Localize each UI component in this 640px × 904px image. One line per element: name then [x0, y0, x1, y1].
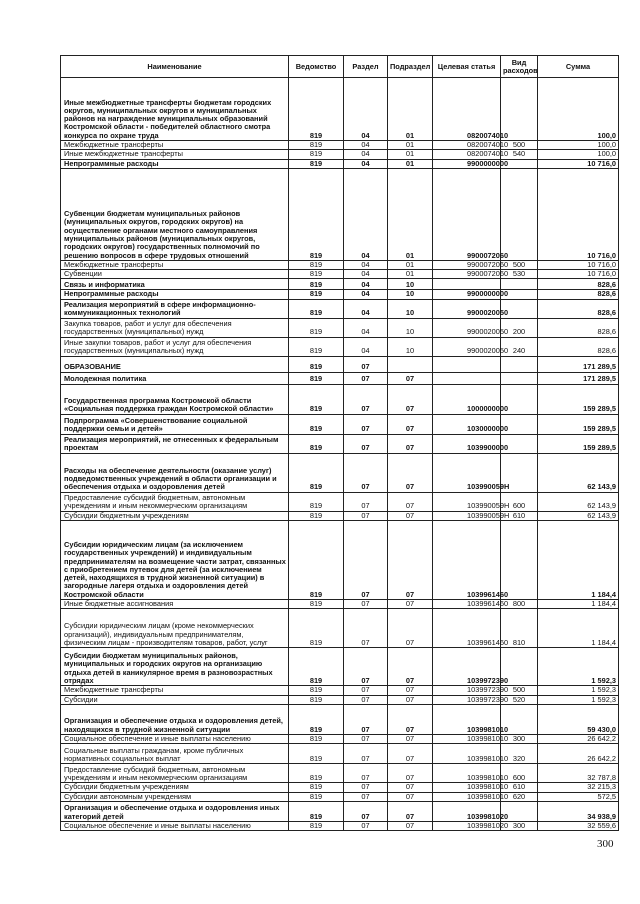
row-target: 1039981010 [433, 734, 501, 743]
table-header [61, 56, 619, 78]
row-amount: 159 289,5 [538, 384, 619, 414]
row-subsection: 01 [388, 260, 433, 269]
row-amount: 828,6 [538, 318, 619, 337]
row-kind: 800 [501, 600, 538, 609]
row-name: Предоставление субсидий бюджетным, автономным учреждениям и иным некоммерческим организациям [61, 764, 289, 783]
row-subsection: 07 [388, 648, 433, 686]
row-amount: 10 716,0 [538, 270, 619, 279]
row-section: 07 [344, 372, 388, 384]
table-row [61, 168, 619, 260]
table-row [61, 511, 619, 520]
page-number: 300 [597, 838, 614, 850]
row-kind [501, 356, 538, 372]
table-row [61, 600, 619, 609]
row-dept: 819 [289, 356, 344, 372]
row-section: 07 [344, 792, 388, 801]
table-row [61, 453, 619, 492]
row-dept: 819 [289, 609, 344, 648]
row-amount: 100,0 [538, 78, 619, 141]
row-amount: 34 938,9 [538, 801, 619, 821]
row-name: Субвенции [61, 270, 289, 279]
row-kind: 610 [501, 511, 538, 520]
row-target: 103990059H [433, 453, 501, 492]
row-target: 103990059H [433, 511, 501, 520]
row-dept: 819 [289, 600, 344, 609]
row-dept: 819 [289, 141, 344, 150]
row-section: 04 [344, 279, 388, 290]
row-target: 1039972390 [433, 648, 501, 686]
row-subsection: 07 [388, 686, 433, 695]
header-dept: Ведомство [289, 56, 344, 78]
row-target: 1039981020 [433, 801, 501, 821]
row-kind: 540 [501, 150, 538, 159]
row-section: 07 [344, 414, 388, 434]
row-subsection: 07 [388, 453, 433, 492]
row-target: 1039981010 [433, 704, 501, 734]
row-dept: 819 [289, 414, 344, 434]
row-kind: 200 [501, 318, 538, 337]
row-dept: 819 [289, 372, 344, 384]
row-dept: 819 [289, 821, 344, 830]
row-dept: 819 [289, 270, 344, 279]
table-row [61, 384, 619, 414]
row-target: 1039972390 [433, 686, 501, 695]
row-name: Государственная программа Костромской области «Социальная поддержка граждан Костромской области» [61, 384, 289, 414]
row-subsection: 07 [388, 695, 433, 704]
row-kind: 600 [501, 492, 538, 511]
row-name: Субсидии бюджетным учреждениям [61, 783, 289, 792]
table-row [61, 279, 619, 290]
row-dept: 819 [289, 453, 344, 492]
row-subsection [388, 356, 433, 372]
table-row [61, 290, 619, 299]
row-target: 1039981010 [433, 783, 501, 792]
row-kind: 810 [501, 609, 538, 648]
row-target: 1039981020 [433, 821, 501, 830]
row-kind [501, 521, 538, 600]
row-name: Подпрограмма «Совершенствование социальной поддержки семьи и детей» [61, 414, 289, 434]
row-section: 07 [344, 783, 388, 792]
row-name: Иные межбюджетные трансферты [61, 150, 289, 159]
row-target: 1039972390 [433, 695, 501, 704]
row-amount: 32 215,3 [538, 783, 619, 792]
row-target: 9900000000 [433, 159, 501, 168]
row-target: 1039981010 [433, 744, 501, 764]
row-subsection: 01 [388, 159, 433, 168]
row-target: 0820074010 [433, 141, 501, 150]
header-amount: Сумма [538, 56, 619, 78]
row-amount: 171 289,5 [538, 356, 619, 372]
row-section: 07 [344, 511, 388, 520]
row-subsection: 07 [388, 521, 433, 600]
table-row [61, 764, 619, 783]
row-dept: 819 [289, 792, 344, 801]
row-name: Субсидии юридическим лицам (за исключением государственных учреждений) и индивидуальным предпринимателям на возмещение части затрат, связанных с приобретением путевок для детей (за исключением детей, находящихся в трудной жизненной ситуации) в загородные лагеря отдыха и оздоровления детей Костромской области [61, 521, 289, 600]
table-row [61, 704, 619, 734]
table-row [61, 648, 619, 686]
row-kind: 240 [501, 337, 538, 356]
row-kind: 600 [501, 764, 538, 783]
row-amount: 828,6 [538, 337, 619, 356]
row-dept: 819 [289, 168, 344, 260]
row-name: Иные закупки товаров, работ и услуг для обеспечения государственных (муниципальных) нужд [61, 337, 289, 356]
row-dept: 819 [289, 801, 344, 821]
row-name: Закупка товаров, работ и услуг для обеспечения государственных (муниципальных) нужд [61, 318, 289, 337]
table-row [61, 299, 619, 318]
row-name: Организация и обеспечение отдыха и оздоровления детей, находящихся в трудной жизненной ситуации [61, 704, 289, 734]
row-amount: 572,5 [538, 792, 619, 801]
row-section: 04 [344, 299, 388, 318]
table-row [61, 744, 619, 764]
row-name: Социальное обеспечение и иные выплаты населению [61, 734, 289, 743]
row-subsection: 07 [388, 609, 433, 648]
row-section: 07 [344, 764, 388, 783]
row-dept: 819 [289, 744, 344, 764]
row-amount: 171 289,5 [538, 372, 619, 384]
row-subsection: 07 [388, 511, 433, 520]
row-section: 07 [344, 356, 388, 372]
row-subsection: 01 [388, 78, 433, 141]
row-amount: 1 592,3 [538, 695, 619, 704]
row-target [433, 372, 501, 384]
row-name: Субсидии автономным учреждениям [61, 792, 289, 801]
row-name: Субсидии юридическим лицам (кроме некоммерческих организаций), индивидуальным предпринимателям, физическим лицам - производителям товаров, работ, услуг [61, 609, 289, 648]
row-kind: 300 [501, 821, 538, 830]
row-section: 07 [344, 801, 388, 821]
row-target: 1039961460 [433, 600, 501, 609]
row-target: 1039900000 [433, 434, 501, 453]
table-row [61, 734, 619, 743]
row-subsection: 01 [388, 270, 433, 279]
row-amount: 10 716,0 [538, 168, 619, 260]
budget-table [60, 55, 619, 831]
table-row [61, 695, 619, 704]
row-subsection: 07 [388, 821, 433, 830]
row-section: 07 [344, 600, 388, 609]
row-target: 9900020050 [433, 337, 501, 356]
row-kind: 300 [501, 734, 538, 743]
row-subsection: 07 [388, 414, 433, 434]
row-name: Субсидии бюджетным учреждениям [61, 511, 289, 520]
row-name: Межбюджетные трансферты [61, 686, 289, 695]
row-dept: 819 [289, 511, 344, 520]
row-name: Иные межбюджетные трансферты бюджетам городских округов, муниципальных округов и муниципальных районов на награждение муниципальных образований Костромской области - победителей областного смотра конкурса по охране труда [61, 78, 289, 141]
row-subsection: 10 [388, 318, 433, 337]
row-dept: 819 [289, 492, 344, 511]
row-kind: 500 [501, 260, 538, 269]
row-section: 04 [344, 159, 388, 168]
row-section: 07 [344, 734, 388, 743]
header-target: Целевая статья [433, 56, 501, 78]
table-row [61, 609, 619, 648]
row-subsection: 07 [388, 734, 433, 743]
row-dept: 819 [289, 695, 344, 704]
row-subsection: 07 [388, 783, 433, 792]
row-amount: 62 143,9 [538, 511, 619, 520]
row-subsection: 07 [388, 744, 433, 764]
row-name: Молодежная политика [61, 372, 289, 384]
row-amount: 62 143,9 [538, 492, 619, 511]
row-amount: 828,6 [538, 299, 619, 318]
table-row [61, 270, 619, 279]
row-subsection: 10 [388, 290, 433, 299]
row-section: 07 [344, 695, 388, 704]
row-dept: 819 [289, 686, 344, 695]
row-section: 04 [344, 141, 388, 150]
row-amount: 1 184,4 [538, 521, 619, 600]
header-subsection: Подраздел [388, 56, 433, 78]
row-subsection: 01 [388, 150, 433, 159]
table-row [61, 337, 619, 356]
row-target: 1039981010 [433, 792, 501, 801]
row-kind: 500 [501, 141, 538, 150]
row-kind: 530 [501, 270, 538, 279]
row-target: 9900072060 [433, 270, 501, 279]
row-subsection: 10 [388, 337, 433, 356]
table-row [61, 414, 619, 434]
row-name: Субсидии [61, 695, 289, 704]
row-section: 04 [344, 168, 388, 260]
row-section: 07 [344, 453, 388, 492]
row-name: Межбюджетные трансферты [61, 141, 289, 150]
row-amount: 62 143,9 [538, 453, 619, 492]
row-dept: 819 [289, 434, 344, 453]
table-row [61, 492, 619, 511]
row-name: Реализация мероприятий в сфере информационно-коммуникационных технологий [61, 299, 289, 318]
row-dept: 819 [289, 150, 344, 159]
row-dept: 819 [289, 159, 344, 168]
row-name: Организация и обеспечение отдыха и оздоровления иных категорий детей [61, 801, 289, 821]
row-target: 0820074010 [433, 150, 501, 159]
table-row [61, 318, 619, 337]
row-target: 1039961460 [433, 609, 501, 648]
row-target [433, 356, 501, 372]
row-dept: 819 [289, 764, 344, 783]
row-kind [501, 279, 538, 290]
row-amount: 100,0 [538, 150, 619, 159]
row-kind [501, 168, 538, 260]
row-amount: 159 289,5 [538, 414, 619, 434]
row-subsection: 01 [388, 141, 433, 150]
row-amount: 828,6 [538, 279, 619, 290]
row-name: Непрограммные расходы [61, 159, 289, 168]
table-row [61, 792, 619, 801]
row-section: 07 [344, 704, 388, 734]
row-amount: 32 559,6 [538, 821, 619, 830]
table-row [61, 356, 619, 372]
row-amount: 10 716,0 [538, 260, 619, 269]
row-subsection: 07 [388, 792, 433, 801]
row-subsection: 10 [388, 299, 433, 318]
row-subsection: 07 [388, 801, 433, 821]
row-section: 04 [344, 78, 388, 141]
table-row [61, 521, 619, 600]
row-section: 07 [344, 492, 388, 511]
table-row [61, 260, 619, 269]
row-section: 04 [344, 318, 388, 337]
row-amount: 159 289,5 [538, 434, 619, 453]
row-amount: 10 716,0 [538, 159, 619, 168]
row-kind: 320 [501, 744, 538, 764]
row-target: 9900020050 [433, 318, 501, 337]
row-subsection: 07 [388, 434, 433, 453]
row-section: 04 [344, 270, 388, 279]
row-target: 9900072060 [433, 260, 501, 269]
row-target: 1039961460 [433, 521, 501, 600]
row-dept: 819 [289, 299, 344, 318]
table-row [61, 159, 619, 168]
row-name: Межбюджетные трансферты [61, 260, 289, 269]
row-section: 04 [344, 290, 388, 299]
row-section: 07 [344, 821, 388, 830]
row-section: 07 [344, 609, 388, 648]
row-kind: 610 [501, 783, 538, 792]
row-amount: 26 642,2 [538, 744, 619, 764]
row-dept: 819 [289, 521, 344, 600]
row-dept: 819 [289, 734, 344, 743]
row-section: 07 [344, 744, 388, 764]
row-section: 04 [344, 150, 388, 159]
row-target: 1030000000 [433, 414, 501, 434]
row-name: Реализация мероприятий, не отнесенных к федеральным проектам [61, 434, 289, 453]
header-name: Наименование [61, 56, 289, 78]
row-dept: 819 [289, 78, 344, 141]
row-kind: 620 [501, 792, 538, 801]
header-section: Раздел [344, 56, 388, 78]
row-name: Предоставление субсидий бюджетным, автономным учреждениям и иным некоммерческим организациям [61, 492, 289, 511]
header-kind: Вид расходов [501, 56, 538, 78]
row-name: Связь и информатика [61, 279, 289, 290]
row-amount: 26 642,2 [538, 734, 619, 743]
row-name: ОБРАЗОВАНИЕ [61, 356, 289, 372]
table-row [61, 783, 619, 792]
table-row [61, 78, 619, 141]
row-dept: 819 [289, 337, 344, 356]
row-amount: 1 592,3 [538, 648, 619, 686]
row-name: Субсидии бюджетам муниципальных районов, муниципальных и городских округов на организацию отдыха детей в каникулярное время в разновозрастных отрядах [61, 648, 289, 686]
row-name: Расходы на обеспечение деятельности (оказание услуг) подведомственных учреждений в области организации и обеспечения отдыха и оздоровления детей [61, 453, 289, 492]
table-row [61, 434, 619, 453]
row-kind: 520 [501, 695, 538, 704]
row-amount: 1 184,4 [538, 600, 619, 609]
row-kind [501, 372, 538, 384]
row-section: 07 [344, 384, 388, 414]
row-section: 04 [344, 260, 388, 269]
row-target [433, 279, 501, 290]
row-target: 9900000000 [433, 290, 501, 299]
table-row [61, 821, 619, 830]
table-row [61, 150, 619, 159]
row-name: Иные бюджетные ассигнования [61, 600, 289, 609]
row-name: Субвенции бюджетам муниципальных районов (муниципальных округов, городских округов) на осуществление органами местного самоуправления муниципальных районов (муниципальных округов, городских округов) государственных полномочий по решению вопросов в сфере трудовых отношений [61, 168, 289, 260]
row-amount: 1 592,3 [538, 686, 619, 695]
row-dept: 819 [289, 384, 344, 414]
row-subsection: 07 [388, 600, 433, 609]
row-subsection: 07 [388, 384, 433, 414]
row-dept: 819 [289, 260, 344, 269]
row-subsection: 07 [388, 764, 433, 783]
row-amount: 1 184,4 [538, 609, 619, 648]
row-name: Социальное обеспечение и иные выплаты населению [61, 821, 289, 830]
row-dept: 819 [289, 704, 344, 734]
row-subsection: 10 [388, 279, 433, 290]
row-amount: 100,0 [538, 141, 619, 150]
row-subsection: 07 [388, 704, 433, 734]
row-amount: 828,6 [538, 290, 619, 299]
row-dept: 819 [289, 648, 344, 686]
row-dept: 819 [289, 783, 344, 792]
row-subsection: 01 [388, 168, 433, 260]
row-target: 1039981010 [433, 764, 501, 783]
row-name: Непрограммные расходы [61, 290, 289, 299]
row-section: 04 [344, 337, 388, 356]
row-dept: 819 [289, 279, 344, 290]
row-target: 9900020050 [433, 299, 501, 318]
row-target: 0820074010 [433, 78, 501, 141]
row-target: 1000000000 [433, 384, 501, 414]
row-dept: 819 [289, 290, 344, 299]
table-row [61, 686, 619, 695]
row-amount: 59 430,0 [538, 704, 619, 734]
row-section: 07 [344, 434, 388, 453]
row-subsection: 07 [388, 372, 433, 384]
row-dept: 819 [289, 318, 344, 337]
table-row [61, 372, 619, 384]
row-kind: 500 [501, 686, 538, 695]
row-subsection: 07 [388, 492, 433, 511]
row-section: 07 [344, 521, 388, 600]
table-row [61, 801, 619, 821]
row-target: 9900072060 [433, 168, 501, 260]
row-section: 07 [344, 686, 388, 695]
row-section: 07 [344, 648, 388, 686]
row-amount: 32 787,8 [538, 764, 619, 783]
row-target: 103990059H [433, 492, 501, 511]
row-name: Социальные выплаты гражданам, кроме публичных нормативных социальных выплат [61, 744, 289, 764]
